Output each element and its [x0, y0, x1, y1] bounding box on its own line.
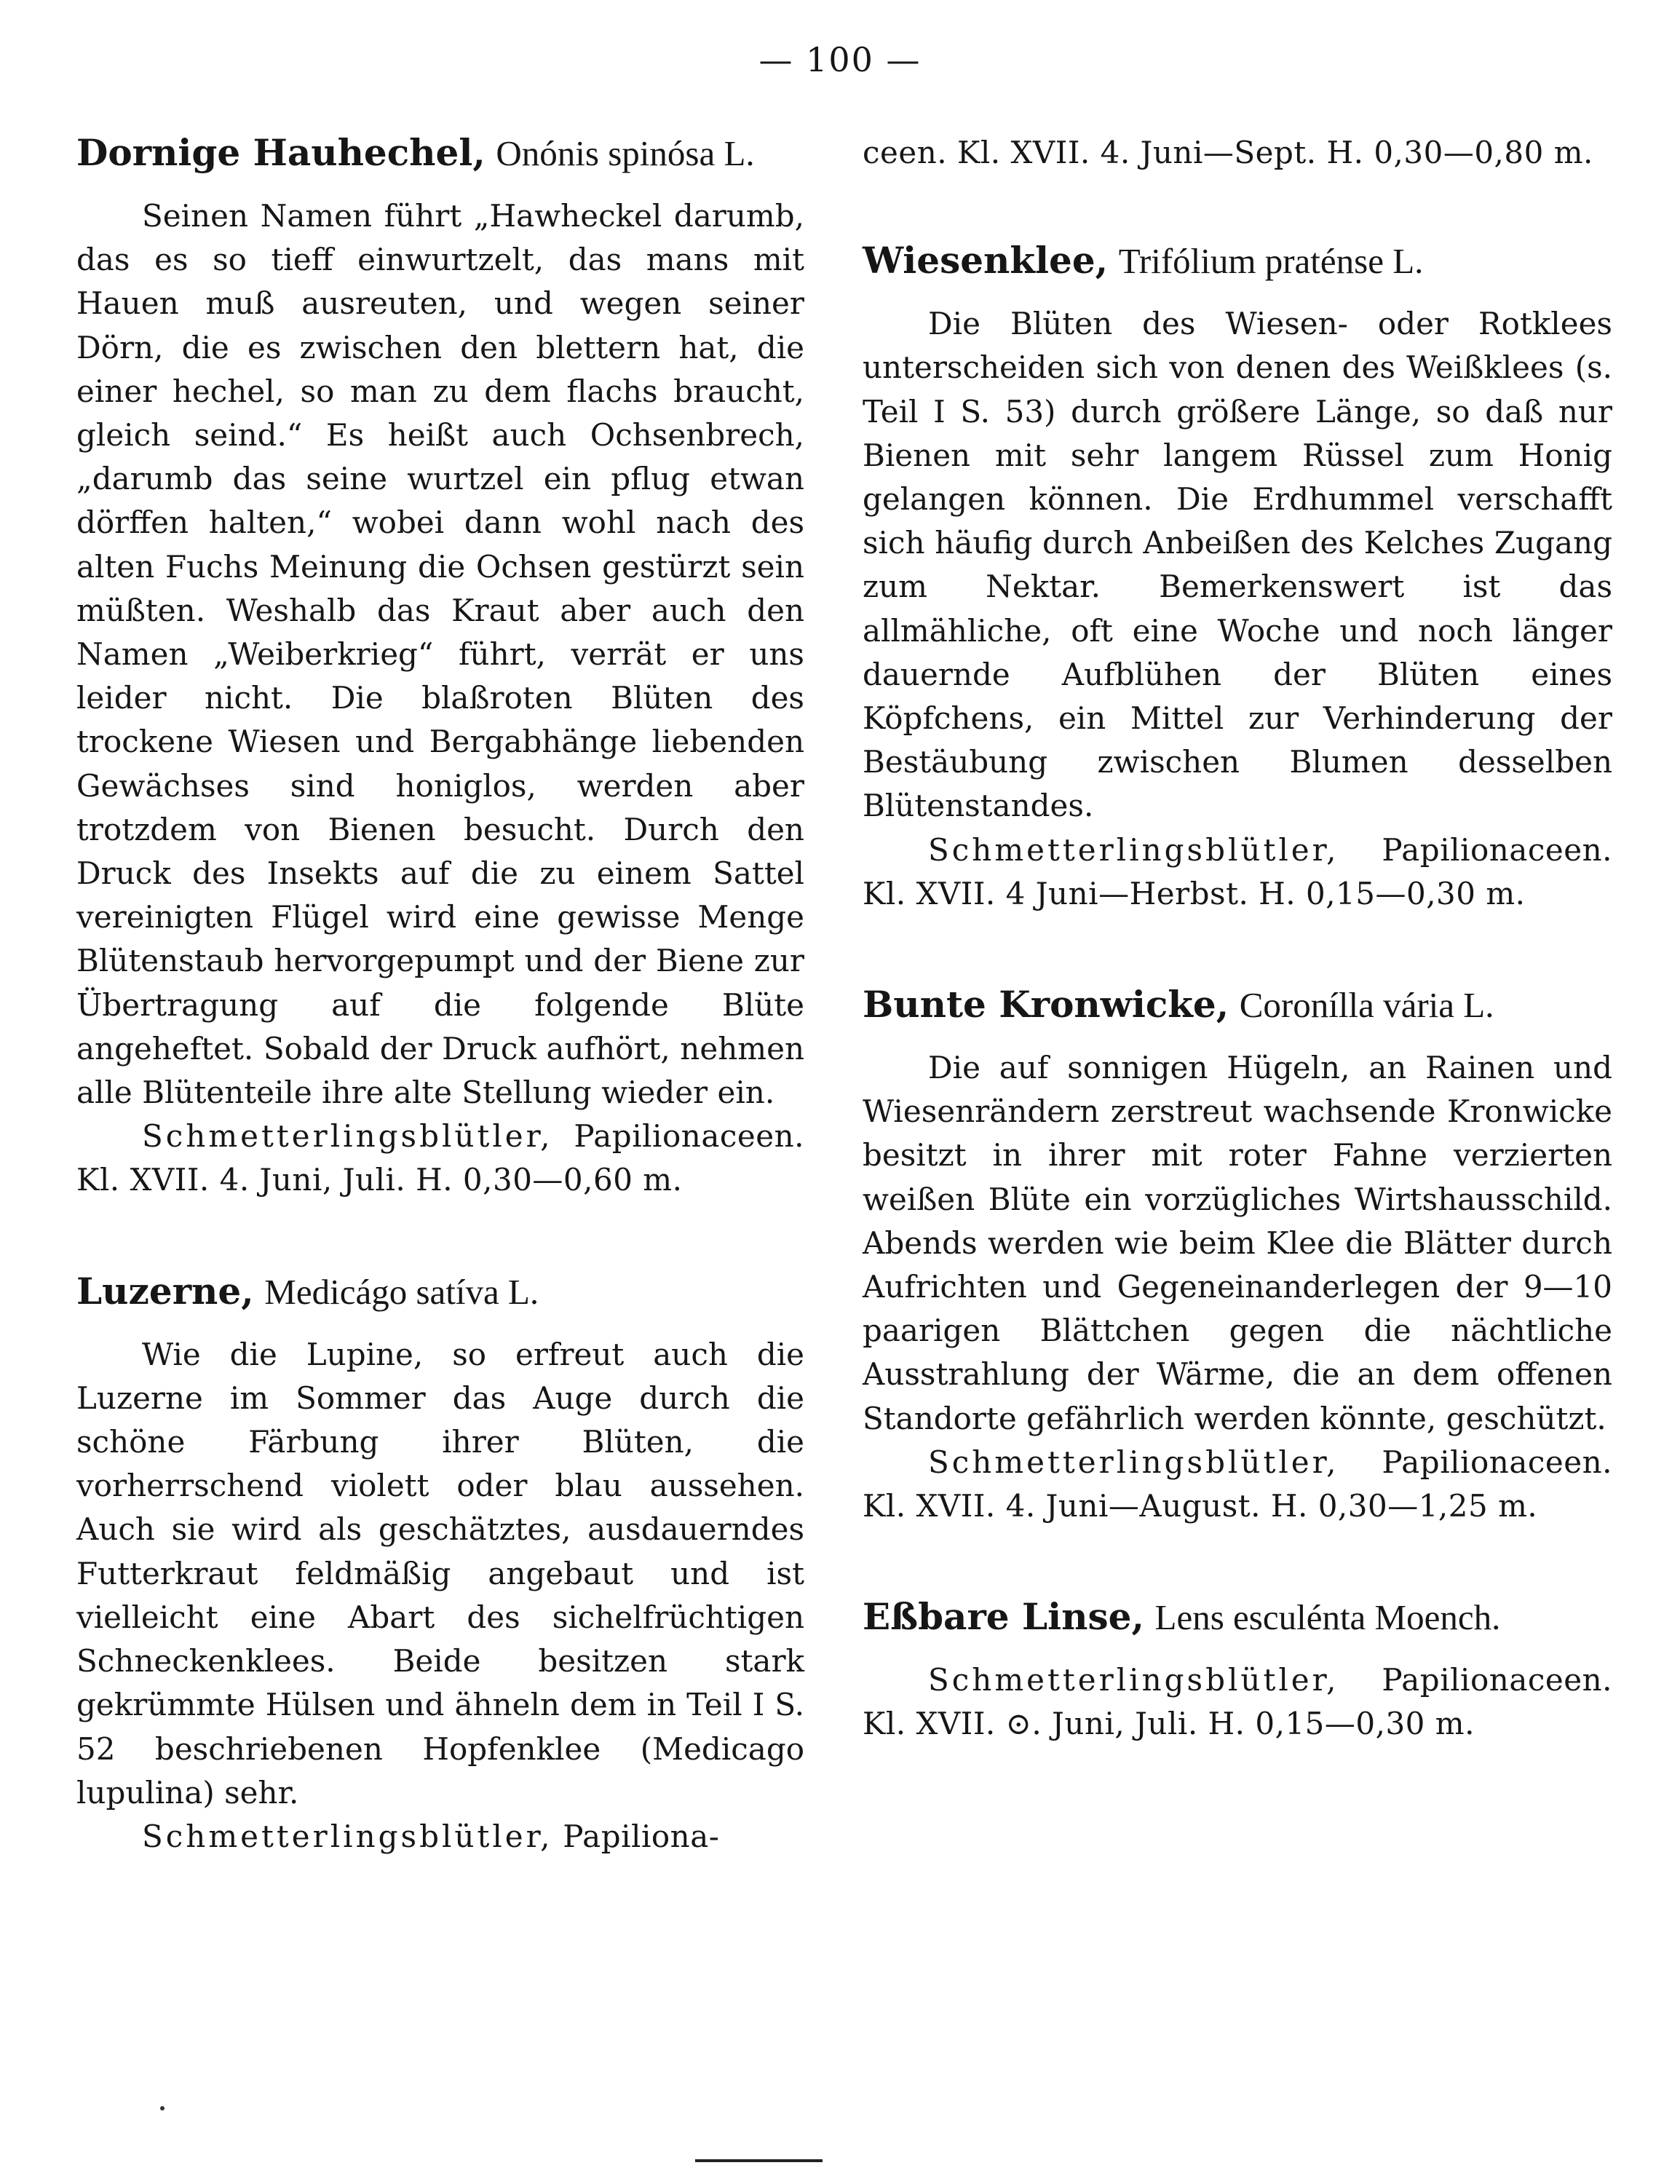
entry-luzerne — [76, 1270, 804, 1859]
classification-paragraph — [863, 1658, 1612, 1746]
common-name: Dornige Hauhechel, — [76, 131, 486, 174]
right-column — [863, 131, 1612, 1813]
left-column — [76, 131, 804, 1926]
entry-continuation — [863, 131, 1612, 175]
family-name: Schmetterlingsblütler, — [928, 1444, 1339, 1480]
page-number: — 100 — — [758, 40, 922, 79]
entry-heading — [863, 1595, 1612, 1639]
latin-name: Onónis spinósa L. — [496, 133, 755, 173]
common-name: Bunte Kronwicke, — [863, 983, 1229, 1026]
classification-paragraph — [76, 1815, 804, 1859]
entry-wiesenklee — [863, 239, 1612, 916]
common-name: Wiesenklee, — [863, 239, 1109, 282]
description-paragraph: Wie die Lupine, so erfreut auch die Luzerne im Sommer das Auge durch die schöne Färbung ihrer Blüten, die vorherrschend violett oder blau aussehen. Auch sie wird als geschätztes, ausdauerndes Futterkraut feldmäßig angebaut und ist vielleicht eine Abart des sichelfrüchtigen Schneckenklees. Beide besitzen stark gekrümmte Hülsen und ähneln dem in Teil I S. 52 beschriebenen Hopfenklee (Medicago lupulina) sehr. — [76, 1336, 804, 1811]
family-name: Schmetterlingsblütler, — [142, 1118, 553, 1155]
entry-heading — [863, 983, 1612, 1027]
family-name: Schmetterlingsblütler, — [928, 1662, 1339, 1698]
classification-details: Papilionaceen. Kl. XVII. 4 Juni—Herbst. H. 0,15—0,30 m. — [863, 831, 1612, 911]
common-name: Eßbare Linse, — [863, 1595, 1144, 1639]
family-name: Schmetterlingsblütler, — [142, 1818, 553, 1854]
description-paragraph: Die Blüten des Wiesen- oder Rotklees unterscheiden sich von denen des Weißklees (s. Teil I S. 53) durch größere Länge, so daß nur Bienen mit sehr langem Rüssel zum Honig gelangen können. Die Erdhummel verschafft sich häufig durch Anbeißen des Kelches Zugang zum Nektar. Bemerkenswert ist das allmähliche, oft eine Woche und noch länger dauernde Aufblühen der Blüten eines Köpfchens, ein Mittel zur Verhinderung der Bestäubung zwischen Blumen desselben Blütenstandes. — [863, 306, 1612, 824]
classification-details: Papilionaceen. Kl. XVII. ⊙. Juni, Juli. H. 0,15—0,30 m. — [863, 1662, 1612, 1742]
classification-paragraph — [76, 1115, 804, 1202]
classification-details: Papiliona- — [563, 1818, 720, 1854]
family-name: Schmetterlingsblütler, — [928, 831, 1339, 868]
latin-name: Medicágo satíva L. — [264, 1271, 539, 1312]
entry-heading — [76, 131, 804, 175]
entry-heading — [76, 1270, 804, 1314]
entry-essbare-linse — [863, 1595, 1612, 1746]
entry-dornige-hauhechel — [76, 131, 804, 1203]
latin-name: Lens esculénta Moench. — [1154, 1597, 1501, 1638]
latin-name: Coronílla vária L. — [1239, 985, 1494, 1026]
entry-heading — [863, 239, 1612, 283]
latin-name: Trifólium praténse L. — [1118, 241, 1424, 282]
description-paragraph: Die auf sonnigen Hügeln, an Rainen und Wiesenrändern zerstreut wachsende Kronwicke besitzt in ihrer mit roter Fahne verzierten weißen Blüte ein vorzügliches Wirtshausschild. Abends werden wie beim Klee die Blätter durch Aufrichten und Gegeneinanderlegen der 9—10 paarigen Blättchen gegen die nächtliche Ausstrahlung der Wärme, die an dem offenen Standorte gefährlich werden könnte, geschützt. — [863, 1050, 1612, 1436]
bottom-rule — [695, 2159, 823, 2162]
description-paragraph: Seinen Namen führt „Hawheckel darumb, das es so tieff einwurtzelt, das mans mit Hauen muß ausreuten, und wegen seiner Dörn, die es zwischen den blettern hat, die einer hechel, so man zu dem flachs braucht, gleich seind.“ Es heißt auch Ochsenbrech, „darumb das seine wurtzel ein pflug etwan dörffen halten,“ wobei dann wohl nach des alten Fuchs Meinung die Ochsen gestürzt sein müßten. Weshalb das Kraut aber auch den Namen „Weiberkrieg“ führt, verrät er uns leider nicht. Die blaßroten Blüten des trockene Wiesen und Bergabhänge liebenden Gewächses sind honiglos, werden aber trotzdem von Bienen besucht. Durch den Druck des Insekts auf die zu einem Sattel vereinigten Flügel wird eine gewisse Menge Blütenstaub hervorgepumpt und der Biene zur Übertragung auf die folgende Blüte angeheftet. Sobald der Druck aufhört, nehmen alle Blütenteile ihre alte Stellung wieder ein. — [76, 198, 804, 1111]
classification-paragraph — [863, 1441, 1612, 1528]
classification-paragraph — [863, 828, 1612, 916]
classification-details: Papilionaceen. Kl. XVII. 4. Juni—August. H. 0,30—1,25 m. — [863, 1444, 1612, 1524]
entry-bunte-kronwicke — [863, 983, 1612, 1528]
print-speck — [160, 2106, 165, 2110]
common-name: Luzerne, — [76, 1269, 254, 1313]
classification-details: Papilionaceen. Kl. XVII. 4. Juni, Juli. H. 0,30—0,60 m. — [76, 1118, 804, 1198]
continuation-paragraph: ceen. Kl. XVII. 4. Juni—Sept. H. 0,30—0,80 m. — [863, 135, 1593, 170]
